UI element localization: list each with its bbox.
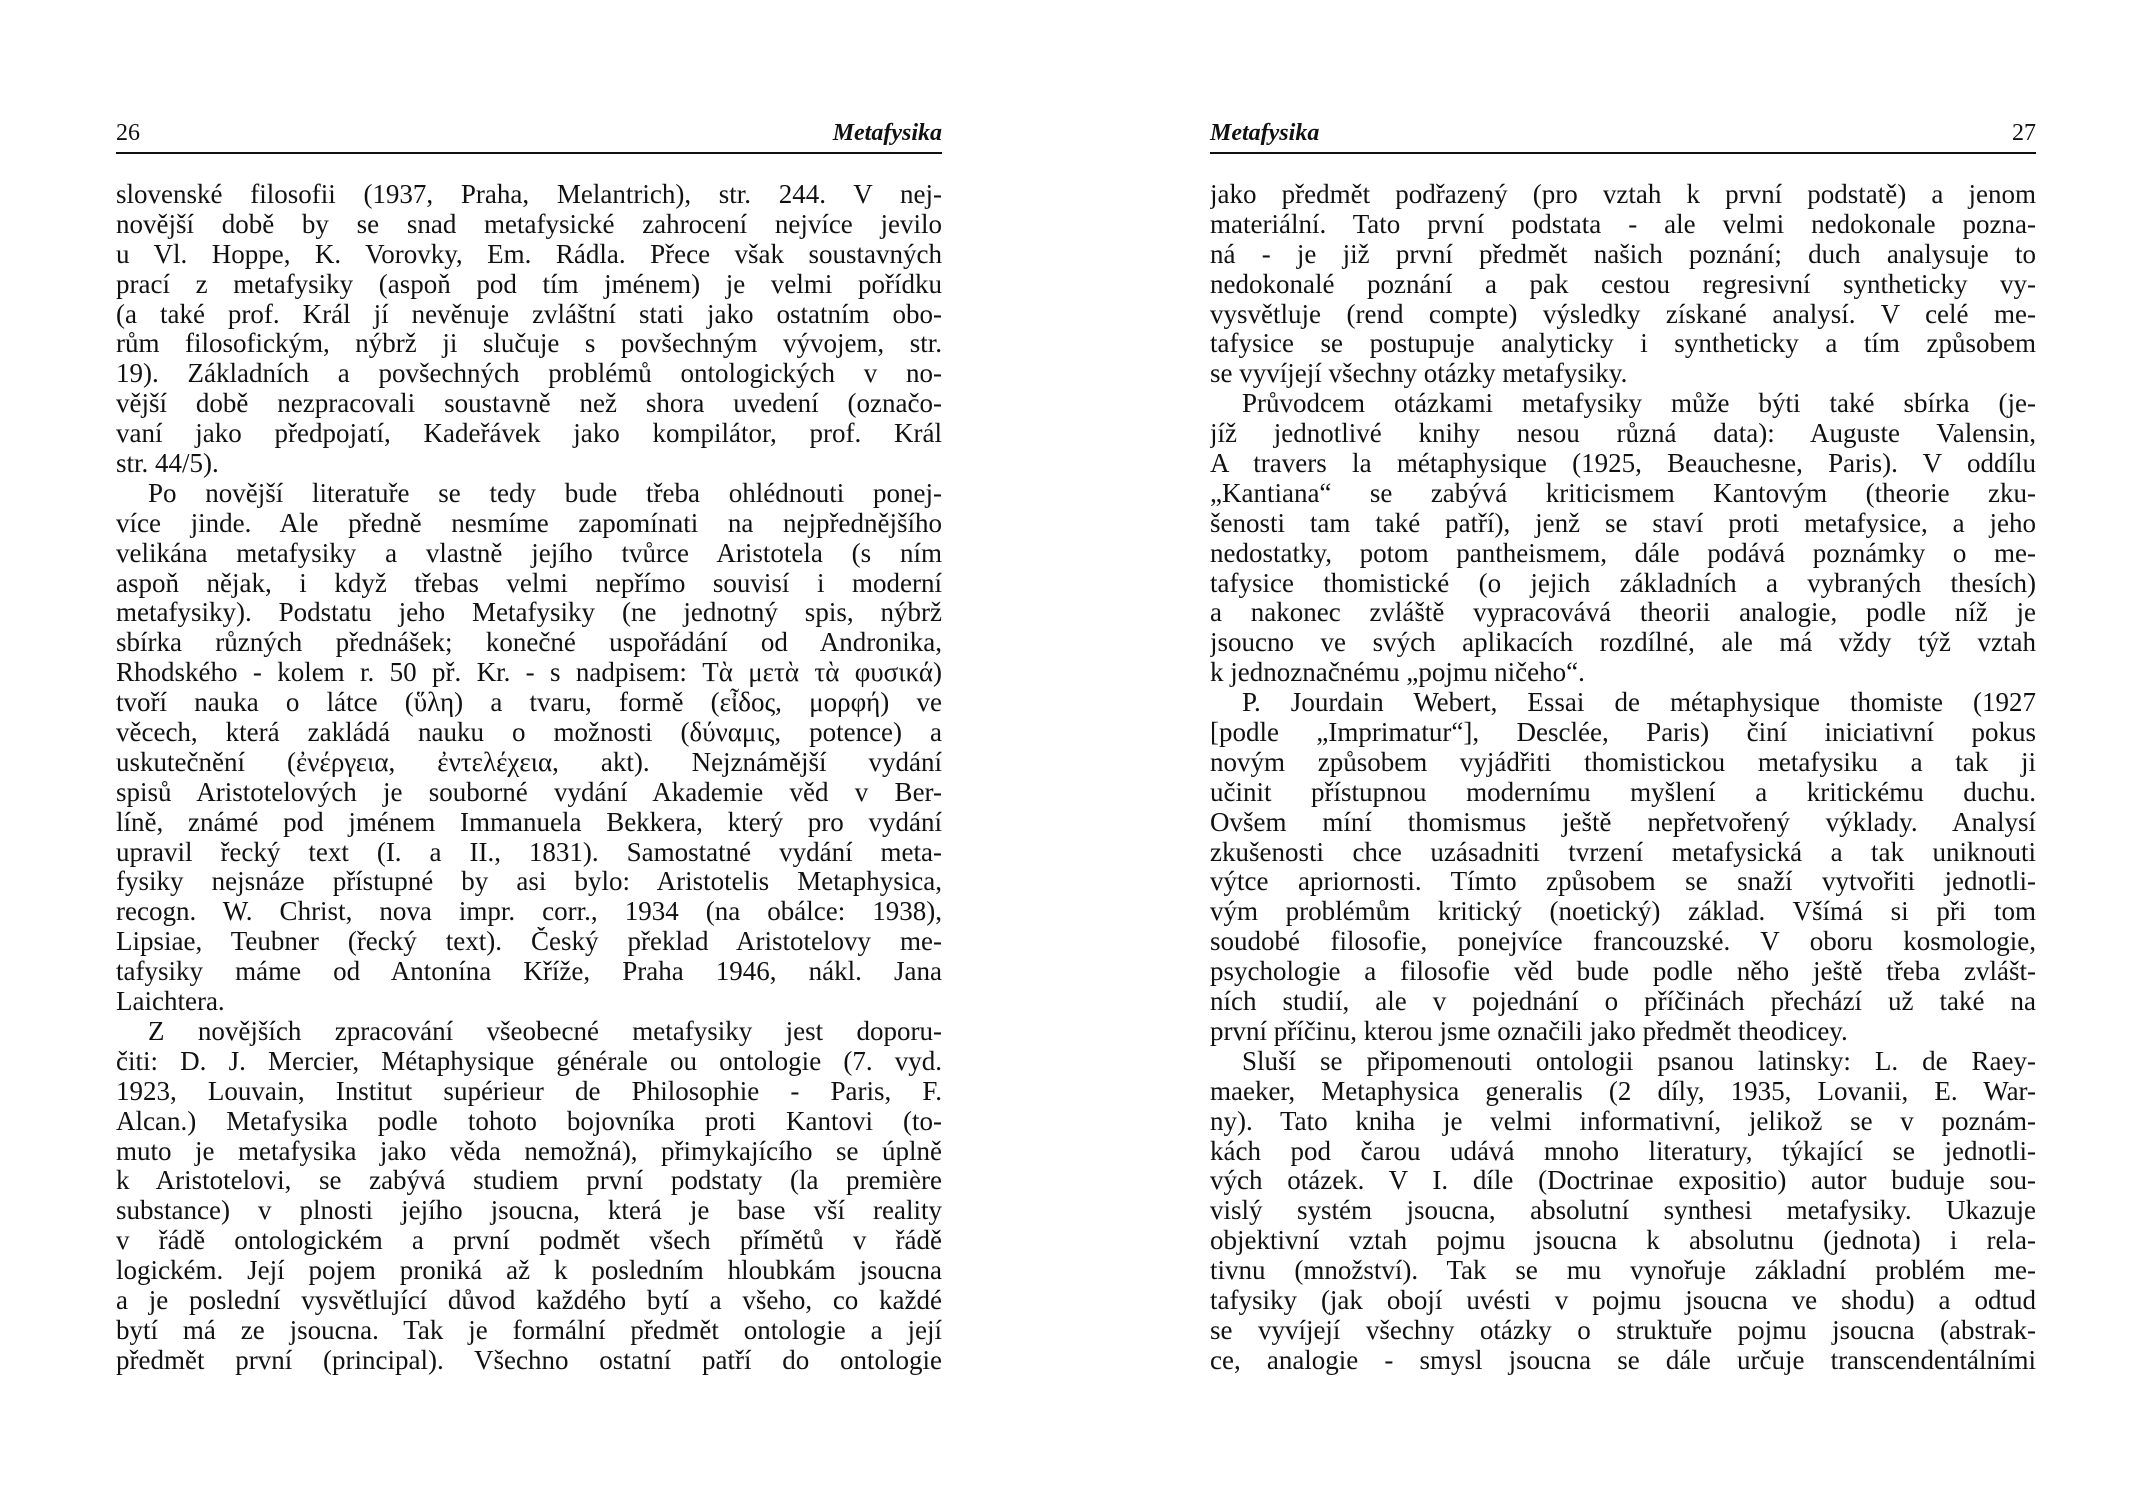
text-line: učinit přístupnou modernímu myšlení a kritickému duchu. bbox=[1210, 777, 2036, 807]
text-line: ních studií, ale v pojednání o příčinách přechází už také na bbox=[1210, 987, 2036, 1017]
text-line: A travers la métaphysique (1925, Beauchesne, Paris). V oddílu bbox=[1210, 449, 2036, 479]
running-title: Metafysika bbox=[832, 120, 942, 146]
text-line: zkušenosti chce uzásadniti tvrzení metafysická a tak uniknouti bbox=[1210, 837, 2036, 867]
text-line: slovenské filosofii (1937, Praha, Melantrich), str. 244. V nej- bbox=[116, 180, 942, 209]
text-line: k Aristotelovi, se zabývá studiem první podstaty (la première bbox=[116, 1166, 942, 1196]
text-line: šenosti tam také patří), jenž se staví proti metafysice, a jeho bbox=[1210, 508, 2036, 538]
text-line: „Kantiana“ se zabývá kriticismem Kantovým (theorie zku- bbox=[1210, 478, 2036, 508]
text-line: Alcan.) Metafysika podle tohoto bojovníka proti Kantovi (to- bbox=[116, 1106, 942, 1136]
text-line: více jinde. Ale předně nesmíme zapomínati na nejpřednějšího bbox=[116, 508, 942, 538]
text-line: uskutečnění (ἐνέργεια, ἐντελέχεια, akt). Nejznámější vydání bbox=[116, 747, 942, 777]
text-line: výtce apriornosti. Tímto způsobem se snaží vytvořiti jednotli- bbox=[1210, 867, 2036, 897]
text-line: novější době by se snad metafysické zahrocení nejvíce jevilo bbox=[116, 209, 942, 239]
text-line: velikána metafysiky a vlastně jejího tvůrce Aristotela (s ním bbox=[116, 538, 942, 568]
text-line: kách pod čarou udává mnoho literatury, týkající se jednotli- bbox=[1210, 1136, 2036, 1166]
text-line: P. Jourdain Webert, Essai de métaphysique thomiste (1927 bbox=[1242, 688, 2036, 718]
text-line: recogn. W. Christ, nova impr. corr., 1934 (na obálce: 1938), bbox=[116, 897, 942, 927]
text-line: jako předmět podřazený (pro vztah k první podstatě) a jenom bbox=[1210, 180, 2036, 209]
text-line: substance) v plnosti jejího jsoucna, která je base vší reality bbox=[116, 1196, 942, 1226]
text-line: vaní jako předpojatí, Kadeřávek jako kompilátor, prof. Král bbox=[116, 419, 942, 449]
text-line: aspoň nějak, i když třebas velmi nepřímo souvisí i moderní bbox=[116, 568, 942, 598]
page-number: 26 bbox=[116, 120, 140, 146]
text-line: Sluší se připomenouti ontologii psanou latinsky: L. de Raey- bbox=[1242, 1046, 2036, 1076]
text-line: sbírka různých přednášek; konečné uspořádání od Andronika, bbox=[116, 628, 942, 658]
text-line: k jednoznačnému „pojmu ničeho“. bbox=[1210, 658, 1585, 688]
text-line: tafysice se postupuje analyticky i syntheticky a tím způsobem bbox=[1210, 329, 2036, 359]
text-line: 19). Základních a povšechných problémů ontologických v no- bbox=[116, 359, 942, 389]
text-line: tvoří nauka o látce (ὕλη) a tvaru, formě (εἶδος, μορφή) ve bbox=[116, 688, 942, 718]
text-line: Ovšem míní thomismus ještě nepřetvořený výklady. Analysí bbox=[1210, 807, 2036, 837]
text-line: maeker, Metaphysica generalis (2 díly, 1935, Lovanii, E. War- bbox=[1210, 1076, 2036, 1106]
text-line: ce, analogie - smysl jsoucna se dále určuje transcendentálními bbox=[1210, 1345, 2036, 1375]
text-line: (a také prof. Král jí nevěnuje zvláštní stati jako ostatním obo- bbox=[116, 299, 942, 329]
text-line: vým problémům kritický (noetický) základ. Všímá si při tom bbox=[1210, 897, 2036, 927]
text-line: spisů Aristotelových je souborné vydání Akademie věd v Ber- bbox=[116, 777, 942, 807]
text-line: ny). Tato kniha je velmi informativní, jelikož se v poznám- bbox=[1210, 1106, 2036, 1136]
text-line: vysvětluje (rend compte) výsledky získané analysí. V celé me- bbox=[1210, 299, 2036, 329]
text-line: muto je metafysika jako věda nemožná), přimykajícího se úplně bbox=[116, 1136, 942, 1166]
text-line: fysiky nejsnáze přístupné by asi bylo: Aristotelis Metaphysica, bbox=[116, 867, 942, 897]
text-line: jsoucno ve svých aplikacích rozdílné, ale má vždy týž vztah bbox=[1210, 628, 2036, 658]
right-running-head bbox=[1210, 118, 2036, 154]
left-page-text bbox=[116, 180, 942, 1376]
text-line: str. 44/5). bbox=[116, 449, 219, 479]
text-line: rům filosofickým, nýbrž ji slučuje s povšechným vývojem, str. bbox=[116, 329, 942, 359]
text-line: bytí má ze jsoucna. Tak je formální předmět ontologie a její bbox=[116, 1315, 942, 1345]
text-line: jíž jednotlivé knihy nesou různá data): Auguste Valensin, bbox=[1210, 419, 2036, 449]
text-line: a je poslední vysvětlující důvod každého bytí a všeho, co každé bbox=[116, 1285, 942, 1315]
text-line: ná - je již první předmět našich poznání; duch analysuje to bbox=[1210, 239, 2036, 269]
text-line: nedostatky, potom pantheismem, dále podává poznámky o me- bbox=[1210, 538, 2036, 568]
text-line: tafysice thomistické (o jejich základních a vybraných thesích) bbox=[1210, 568, 2036, 598]
text-line: Po novější literatuře se tedy bude třeba ohlédnouti ponej- bbox=[148, 478, 942, 508]
text-line: u Vl. Hoppe, K. Vorovky, Em. Rádla. Přece však soustavných bbox=[116, 239, 942, 269]
text-line: tivnu (množství). Tak se mu vynořuje základní problém me- bbox=[1210, 1256, 2036, 1286]
text-line: prací z metafysiky (aspoň pod tím jménem) je velmi pořídku bbox=[116, 269, 942, 299]
text-line: vější době nezpracovali soustavně než shora uvedení (označo- bbox=[116, 389, 942, 419]
text-line: čiti: D. J. Mercier, Métaphysique générale ou ontologie (7. vyd. bbox=[116, 1046, 942, 1076]
text-line: Průvodcem otázkami metafysiky může býti také sbírka (je- bbox=[1242, 389, 2036, 419]
text-line: upravil řecký text (I. a II., 1831). Samostatné vydání meta- bbox=[116, 837, 942, 867]
text-line: nedokonalé poznání a pak cestou regresivní syntheticky vy- bbox=[1210, 269, 2036, 299]
text-line: věcech, která zakládá nauku o možnosti (δύναμις, potence) a bbox=[116, 718, 942, 748]
text-line: vých otázek. V I. díle (Doctrinae expositio) autor buduje sou- bbox=[1210, 1166, 2036, 1196]
text-line: a nakonec zvláště vypracovává theorii analogie, podle níž je bbox=[1210, 598, 2036, 628]
text-line: logickém. Její pojem proniká až k posledním hloubkám jsoucna bbox=[116, 1256, 942, 1286]
text-line: objektivní vztah pojmu jsoucna k absolutnu (jednota) i rela- bbox=[1210, 1226, 2036, 1256]
left-page bbox=[116, 118, 942, 1376]
text-line: předmět první (principal). Všechno ostatní patří do ontologie bbox=[116, 1345, 942, 1375]
text-line: líně, známé pod jménem Immanuela Bekkera, který pro vydání bbox=[116, 807, 942, 837]
text-line: soudobé filosofie, ponejvíce francouzské. V oboru kosmologie, bbox=[1210, 927, 2036, 957]
right-page-text bbox=[1210, 180, 2036, 1376]
running-title: Metafysika bbox=[1210, 120, 1320, 146]
text-line: se vyvíjejí všechny otázky o struktuře pojmu jsoucna (abstrak- bbox=[1210, 1315, 2036, 1345]
text-line: metafysiky). Podstatu jeho Metafysiky (ne jednotný spis, nýbrž bbox=[116, 598, 942, 628]
text-line: Laichtera. bbox=[116, 987, 225, 1017]
text-line: [podle „Imprimatur“], Desclée, Paris) činí iniciativní pokus bbox=[1210, 718, 2036, 748]
text-line: psychologie a filosofie věd bude podle něho ještě třeba zvlášt- bbox=[1210, 957, 2036, 987]
text-line: první příčinu, kterou jsme označili jako předmět theodicey. bbox=[1210, 1016, 1848, 1046]
right-page bbox=[1210, 118, 2036, 1376]
text-line: novým způsobem vyjádřiti thomistickou metafysiku a tak ji bbox=[1210, 747, 2036, 777]
text-line: 1923, Louvain, Institut supérieur de Philosophie - Paris, F. bbox=[116, 1076, 942, 1106]
text-line: Rhodského - kolem r. 50 př. Kr. - s nadpisem: Τὰ μετὰ τὰ φυσικά) bbox=[116, 658, 942, 688]
page-number: 27 bbox=[2012, 120, 2036, 146]
text-line: vislý systém jsoucna, absolutní synthesi metafysiky. Ukazuje bbox=[1210, 1196, 2036, 1226]
text-line: se vyvíjejí všechny otázky metafysiky. bbox=[1210, 359, 1628, 389]
text-line: tafysiky máme od Antonína Kříže, Praha 1946, nákl. Jana bbox=[116, 957, 942, 987]
text-line: materiální. Tato první podstata - ale velmi nedokonale pozna- bbox=[1210, 209, 2036, 239]
text-line: tafysiky (jak obojí uvésti v pojmu jsoucna ve shodu) a odtud bbox=[1210, 1285, 2036, 1315]
text-line: Lipsiae, Teubner (řecký text). Český překlad Aristotelovy me- bbox=[116, 927, 942, 957]
text-line: Z novějších zpracování všeobecné metafysiky jest doporu- bbox=[148, 1016, 942, 1046]
text-line: v řádě ontologickém a první podmět všech přímětů v řádě bbox=[116, 1226, 942, 1256]
left-running-head bbox=[116, 118, 942, 154]
